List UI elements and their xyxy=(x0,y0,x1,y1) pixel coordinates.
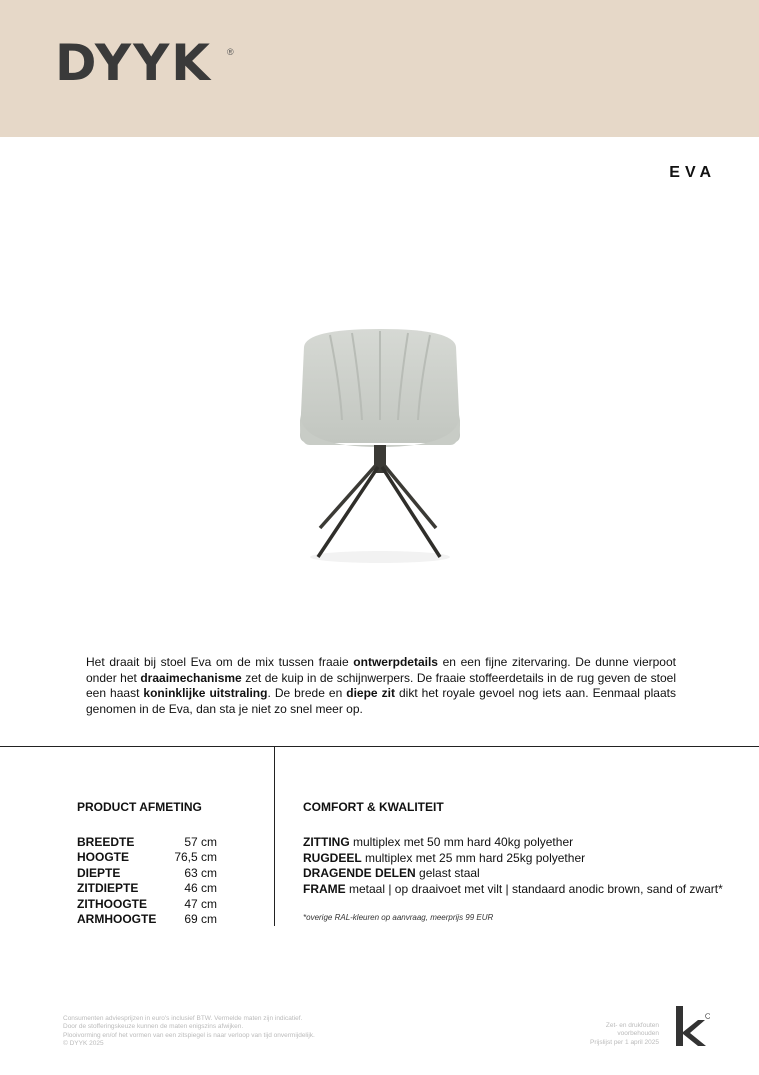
description-segment: ontwerpdetails xyxy=(353,655,438,669)
footer-line: Prijslijst per 1 april 2025 xyxy=(589,1038,659,1046)
dimension-value: 47 cm xyxy=(184,896,217,911)
comfort-text: multiplex met 25 mm hard 25kg polyether xyxy=(361,850,586,865)
divider-horizontal xyxy=(0,746,759,747)
description-segment: diepe zit xyxy=(346,686,395,700)
dimension-label: ARMHOOGTE xyxy=(77,912,157,927)
comfort-text: metaal | op draaivoet met vilt | standaard anodic brown, sand of zwart* xyxy=(345,881,723,896)
comfort-label: ZITTING xyxy=(303,835,350,849)
description-segment: zet de kuip in de schijnwerpers. De fraaie stoffeerdetails in de rug geven de stoel een haast xyxy=(86,670,676,700)
footer-line: Zet- en drukfouten xyxy=(605,1022,659,1029)
dimension-value: 63 cm xyxy=(184,865,217,880)
comfort-row xyxy=(303,866,723,882)
dimension-label: HOOGTE xyxy=(77,850,130,865)
dimension-label: ZITDIEPTE xyxy=(77,881,139,896)
description-segment: koninklijke uitstraling xyxy=(143,686,268,700)
comfort-title: COMFORT & KWALITEIT xyxy=(303,800,444,814)
dimension-row xyxy=(77,881,217,896)
footer-line: Door de stofferingskeuze kunnen de maten enigszins afwijken. xyxy=(63,1023,244,1031)
dimension-value: 76,5 cm xyxy=(174,850,217,865)
dimensions-table xyxy=(77,835,217,927)
footer-line: voorbehouden xyxy=(617,1030,659,1038)
dimension-value: 57 cm xyxy=(184,835,217,849)
footer-line: Consumenten adviesprijzen in euro's inclusief BTW. Vermelde maten zijn indicatief. xyxy=(63,1015,303,1022)
comfort-row xyxy=(303,835,723,851)
product-title: EVA xyxy=(669,164,716,181)
footer-print-note xyxy=(590,1022,659,1047)
ral-note: *overige RAL-kleuren op aanvraag, meerprijs 99 EUR xyxy=(303,913,494,922)
dimension-row xyxy=(77,866,217,881)
comfort-label: FRAME xyxy=(303,881,346,896)
dimension-label: BREEDTE xyxy=(77,835,135,849)
divider-vertical xyxy=(274,746,275,926)
comfort-text: multiplex met 50 mm hard 40kg polyether xyxy=(349,835,574,849)
comfort-list xyxy=(303,835,723,897)
footer-disclaimer xyxy=(63,1015,315,1048)
dimension-value: 69 cm xyxy=(184,912,217,927)
product-description xyxy=(86,655,676,717)
dimensions-title: PRODUCT AFMETING xyxy=(77,800,202,814)
dimension-row xyxy=(77,897,217,912)
dimension-row xyxy=(77,850,217,865)
description-segment: dikt het royale gevoel nog iets aan. Eenmaal plaats genomen in de Eva, dan sta je niet zo snel meer op. xyxy=(86,686,676,716)
comfort-row xyxy=(303,851,723,867)
comfort-text: gelast staal xyxy=(415,866,480,880)
comfort-label: DRAGENDE DELEN xyxy=(303,866,416,880)
dimension-label: ZITHOOGTE xyxy=(77,896,147,911)
brand-logo: DYYK xyxy=(55,34,213,92)
description-segment: en een fijne zitervaring. De dunne vierpoot onder het xyxy=(86,655,676,685)
description-segment: Het draait bij stoel Eva om de mix tussen fraaie xyxy=(86,655,354,669)
k-logo-icon xyxy=(674,1002,710,1050)
dimension-value: 46 cm xyxy=(184,881,217,896)
dimension-row xyxy=(77,912,217,927)
comfort-label: RUGDEEL xyxy=(303,850,362,865)
description-segment: . De brede en xyxy=(267,686,347,700)
footer-line: Plooivorming en/of het vormen van een zitspiegel is naar verloop van tijd onvermijdelijk. xyxy=(63,1031,315,1039)
description-segment: draaimechanisme xyxy=(140,670,242,685)
dimension-label: DIEPTE xyxy=(77,865,121,880)
registered-mark: ® xyxy=(227,47,234,57)
dimension-row xyxy=(77,835,217,850)
chair-image xyxy=(290,325,470,565)
comfort-row xyxy=(303,882,723,898)
footer-line: © DYYK 2025 xyxy=(63,1039,104,1047)
